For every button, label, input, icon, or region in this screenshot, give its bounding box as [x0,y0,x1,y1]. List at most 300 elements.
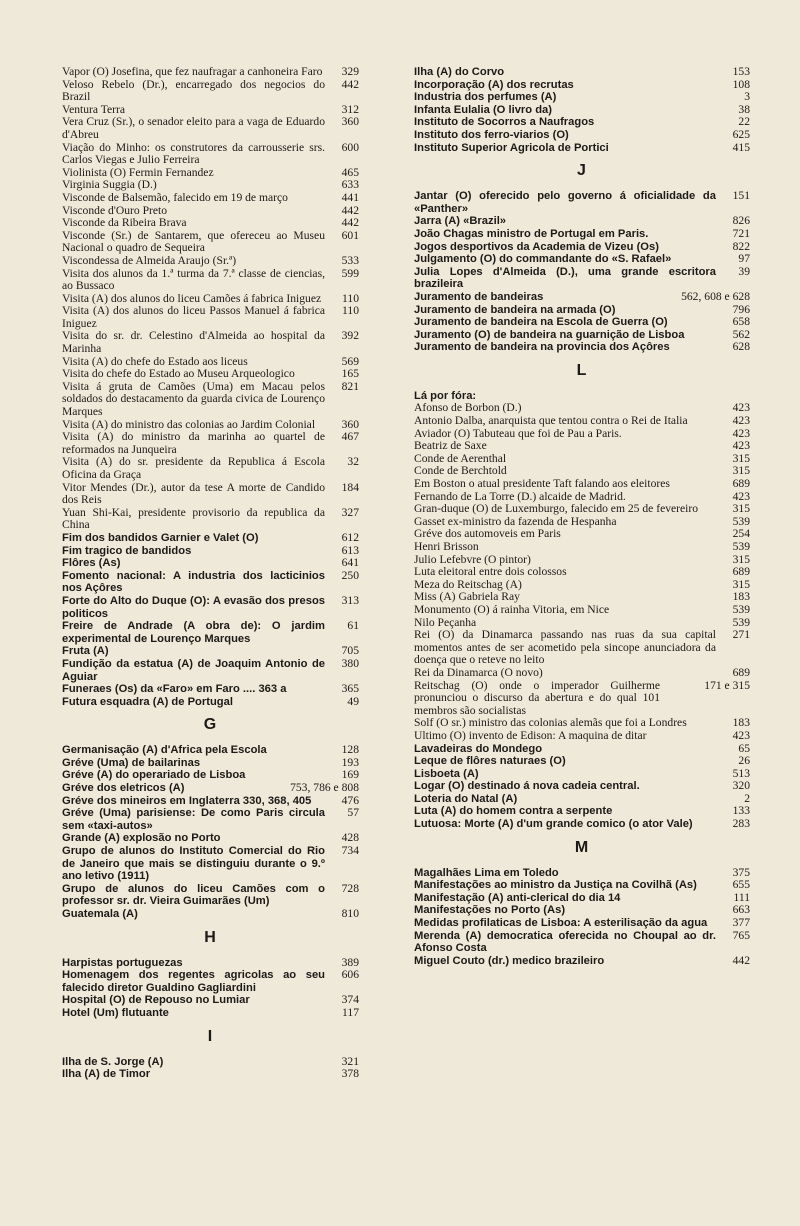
entry-title: Visita do sr. dr. Celestino d'Almeida ao hospital da Marinha [62,329,325,356]
entry-page: 539 [732,514,750,528]
entry-page: 442 [341,203,359,217]
entry-title: Homenagem dos regentes agricolas ao seu falecido diretor Gualdino Gagliardini [62,969,325,994]
entry-page: 641 [341,556,359,570]
entry-title: Solf (O sr.) ministro das colonias alemãs que foi a Londres [414,716,687,730]
section-letter: M [574,838,590,856]
entry-title: Lavadeiras do Mondego [414,742,543,755]
index-entry [62,969,359,994]
entry-title: Lutuosa: Morte (A) d'um grande comico (o ator Vale) [414,818,693,831]
entry-title: Julia Lopes d'Almeida (D.), uma grande escritora brazileira [414,265,716,291]
entry-title: Logar (O) destinado á nova cadeia central. [414,780,640,793]
entry-title: Instituto dos ferro-viarios (O) [414,128,569,141]
entry-title: João Chagas ministro de Portugal em Paris. [414,227,649,240]
entry-page: 3 [744,90,750,104]
entry-page: 606 [341,968,359,982]
entry-title: Vitor Mendes (Dr.), autor da tese A morte de Candido dos Reis [62,480,325,507]
entry-title: Juramento de bandeira na provincia dos Açôres [414,341,670,354]
entry-page: 375 [732,865,750,879]
entry-page: 374 [341,993,359,1007]
entry-title: Ilha (A) de Timor [62,1068,151,1081]
entry-page: 423 [732,728,750,742]
index-entry [62,757,359,770]
index-entry [62,305,359,330]
entry-title: Manifestação (A) anti-clerical do dia 14 [414,891,621,904]
entry-title: Juramento de bandeira na Escola de Guerra (O) [414,316,668,329]
entry-page: 151 [732,189,750,203]
index-entry [62,368,359,381]
index-entry [414,955,750,968]
entry-title: Ventura Terra [62,102,126,116]
entry-title: Hotel (Um) flutuante [62,1006,169,1019]
entry-page: 169 [341,768,359,782]
entry-title: Leque de flôres naturaes (O) [414,755,566,768]
entry-title: Jantar (O) oferecido pelo governo á oficialidade da «Panther» [414,190,716,215]
entry-page: 327 [341,505,359,519]
index-entry [414,743,750,756]
entry-title: Fim tragico de bandidos [62,544,192,557]
entry-page: 389 [341,955,359,969]
index-entry [62,1056,359,1069]
index-entry [414,91,750,104]
entry-title: Visita (A) dos alunos do liceu Passos Manuel á fabrica Iniguez [62,304,325,330]
section-letter: I [207,1027,214,1045]
entry-title: Fundição da estatua (A) de Joaquim Antonio de Aguiar [62,657,325,683]
entry-page: 569 [341,354,359,368]
entry-title: Harpistas portuguezas [62,956,183,969]
index-entry [62,645,359,658]
entry-page: 320 [732,779,750,793]
entry-title: Grupo de alunos do Instituto Comercial do Rio de Janeiro que mais se distinguiu durante o 9.º ano letivo (1911) [62,845,325,883]
index-entry [62,456,359,481]
index-entry [62,431,359,456]
entry-page: 600 [341,140,359,154]
entry-page: 562 [732,327,750,341]
entry-page: 562, 608 e 628 [681,289,750,303]
entry-title: Visita (A) do ministro da marinha ao quartel de reformados na Junqueira [62,430,325,456]
entry-title: Visita (A) do chefe do Estado aos liceus [62,354,248,368]
entry-page: 153 [732,65,750,78]
entry-page: 513 [732,766,750,780]
entry-title: Ilha de S. Jorge (A) [62,1055,164,1068]
entry-title: Funeraes (Os) da «Faro» em Faro .... 363 a [62,683,287,696]
index-entry [414,879,750,892]
entry-title: Antonio Dalba, anarquista que tentou contra o Rei de Italia [414,414,688,428]
left-column [62,66,359,1081]
entry-page: 796 [732,302,750,316]
entry-page: 423 [732,489,750,503]
entry-title: Aviador (O) Tabuteau que foi de Pau a Paris. [414,426,622,440]
entry-title: Grupo de alunos do liceu Camões com o professor sr. dr. Vieira Guimarães (Um) [62,882,325,908]
entry-title: Conde de Berchtold [414,464,507,478]
index-entry [414,116,750,129]
entry-page: 111 [733,890,750,904]
entry-page: 428 [341,831,359,845]
entry-title: Flôres (As) [62,557,121,570]
index-entry [62,795,359,808]
entry-page: 360 [341,115,359,129]
index-entry [62,620,359,645]
entry-title: Jogos desportivos da Academia de Vizeu (Os) [414,240,659,253]
index-entry [414,730,750,743]
entry-title: Henri Brisson [414,540,479,553]
entry-title: Lá por fóra: [414,389,477,402]
entry-page: 65 [738,741,750,755]
entry-page: 442 [341,77,359,91]
entry-page: 721 [732,226,750,240]
index-entry [414,768,750,781]
entry-page: 133 [732,804,750,818]
entry-title: Rei da Dinamarca (O novo) [414,665,543,679]
entry-title: Luta (A) do homem contra a serpente [414,805,613,818]
entry-title: Vapor (O) Josefina, que fez naufragar a canhoneira Faro [62,65,323,78]
entry-page: 613 [341,543,359,557]
entry-title: Instituto Superior Agricola de Portici [414,141,609,154]
entry-page: 315 [732,502,750,516]
entry-title: Afonso de Borbon (D.) [414,401,522,415]
index-entry [62,595,359,620]
entry-title: Jarra (A) «Brazil» [414,215,507,228]
entry-page: 689 [732,565,750,579]
entry-page: 380 [341,656,359,670]
entry-page: 423 [732,414,750,428]
entry-page: 655 [732,878,750,892]
entry-page: 108 [732,77,750,91]
index-entry [62,807,359,832]
entry-page: 465 [341,165,359,179]
entry-title: Visita (A) dos alunos do liceu Camões á fabrica Iniguez [62,291,322,305]
entry-title: Visita (A) do sr. presidente da Republica á Escola Oficina da Graça [62,455,325,481]
entry-title: Conde de Aerenthal [414,451,507,465]
entry-title: Industria dos perfumes (A) [414,91,557,104]
index-entry [62,845,359,883]
index-entry [62,1007,359,1020]
entry-page: 689 [732,477,750,491]
entry-title: Visconde da Ribeira Brava [62,216,187,230]
entry-title: Yuan Shi-Kai, presidente provisorio da republica da China [62,505,325,532]
entry-page: 321 [341,1054,359,1068]
index-entry [414,266,750,291]
index-entry [62,683,359,696]
entry-page: 822 [732,239,750,253]
entry-title: Juramento de bandeiras [414,290,544,303]
index-entry [414,79,750,92]
entry-page: 705 [341,644,359,658]
entry-page: 313 [341,593,359,607]
index-entry [414,228,750,241]
entry-page: 612 [341,530,359,544]
entry-title: Viscondessa de Almeida Araujo (Sr.ª) [62,253,237,267]
index-entry [414,291,750,304]
entry-page: 271 [732,628,750,642]
entry-page: 734 [341,844,359,858]
index-entry [62,255,359,268]
entry-page: 599 [341,266,359,280]
index-entry [414,780,750,793]
entry-page: 442 [341,216,359,230]
index-entry [62,696,359,709]
entry-title: Medidas profilaticas de Lisboa: A esterilisação da agua [414,917,708,930]
entry-page: 423 [732,439,750,453]
entry-title: Forte do Alto do Duque (O): A evasão dos presos politicos [62,594,325,620]
entry-title: Miguel Couto (dr.) medico brazileiro [414,954,605,967]
entry-page: 329 [341,65,359,78]
entry-title: Lisboeta (A) [414,767,479,780]
index-entry [62,230,359,255]
entry-title: Visita (A) do ministro das colonias ao Jardim Colonial [62,417,316,431]
right-column [414,66,750,967]
index-entry [414,566,750,579]
index-entry [414,215,750,228]
index-entry [62,883,359,908]
entry-page: 254 [732,527,750,541]
entry-page: 117 [342,1005,359,1019]
index-entry [62,570,359,595]
index-entry [414,66,750,79]
entry-page: 539 [732,615,750,629]
entry-page: 183 [732,590,750,604]
entry-title: Merenda (A) democratica oferecida no Choupal ao dr. Afonso Costa [414,929,716,955]
entry-title: Julio Lefebvre (O pintor) [414,552,531,566]
index-entry [62,142,359,167]
index-entry [62,79,359,104]
entry-page: 315 [732,552,750,566]
entry-title: Visconde d'Ouro Preto [62,203,168,217]
entry-title: Instituto de Socorros a Naufragos [414,116,595,129]
index-entry [414,329,750,342]
index-entry [414,629,750,667]
entry-page: 171 e 315 [704,678,750,692]
entry-title: Ilha (A) do Corvo [414,66,505,78]
index-entry [62,908,359,921]
index-entry [62,532,359,545]
entry-page: 2 [744,791,750,805]
index-entry [62,381,359,419]
index-entry [414,917,750,930]
entry-page: 312 [341,102,359,116]
entry-page: 365 [341,682,359,696]
entry-page: 184 [341,480,359,494]
entry-title: Juramento de bandeira na armada (O) [414,303,616,316]
entry-page: 826 [732,214,750,228]
entry-title: Veloso Rebelo (Dr.), encarregado dos negocios do Brazil [62,77,325,104]
entry-title: Viação do Minho: os construtores da carrousserie srs. Carlos Viegas e Julio Ferreira [62,140,325,167]
index-entry [414,190,750,215]
entry-page: 183 [732,716,750,730]
entry-page: 533 [341,253,359,267]
index-entry [62,116,359,141]
index-entry [414,129,750,142]
entry-title: Freire de Andrade (A obra de): O jardim experimental de Lourenço Marques [62,620,325,645]
index-entry [414,341,750,354]
entry-page: 821 [341,379,359,393]
entry-title: Ultimo (O) invento de Edison: A maquina de ditar [414,728,647,742]
index-entry [414,604,750,617]
index-entry [62,482,359,507]
entry-title: Hospital (O) de Repouso no Lumiar [62,994,250,1007]
entry-page: 165 [341,367,359,381]
entry-page: 110 [342,291,359,305]
entry-title: Gasset ex-ministro da fazenda de Hespanha [414,514,617,528]
index-entry [414,415,750,428]
index-entry [62,658,359,683]
entry-page: 38 [738,102,750,116]
index-entry [62,217,359,230]
entry-page: 193 [341,755,359,769]
entry-page: 442 [732,953,750,967]
entry-title: Visconde (Sr.) de Santarem, que ofereceu ao Museu Nacional o quadro de Sequeira [62,228,325,255]
index-entry [62,66,359,79]
entry-title: Infanta Eulalia (O livro da) [414,103,553,116]
entry-page: 539 [732,602,750,616]
entry-title: Vera Cruz (Sr.), o senador eleito para a vaga de Eduardo d'Abreu [62,115,325,141]
entry-page: 441 [341,190,359,204]
index-entry [414,818,750,831]
entry-title: Em Boston o atual presidente Taft falando aos eleitores [414,477,670,491]
entry-title: Gréve dos eletricos (A) [62,782,185,795]
entry-title: Manifestações ao ministro da Justiça na Covilhã (As) [414,879,697,892]
entry-title: Guatemala (A) [62,908,138,920]
entry-page: 423 [732,401,750,415]
entry-page: 689 [732,665,750,679]
index-entry [414,478,750,491]
entry-title: Gréve dos mineiros em Inglaterra 330, 368, 405 [62,794,312,807]
entry-page: 476 [341,793,359,807]
index-entry [414,805,750,818]
entry-title: Incorporação (A) dos recrutas [414,78,574,91]
index-entry [414,867,750,880]
entry-title: Visconde de Balsemão, falecido em 19 de março [62,190,288,204]
entry-title: Luta eleitoral entre dois colossos [414,565,567,579]
entry-page: 39 [738,264,750,278]
entry-page: 753, 786 e 808 [290,781,359,795]
entry-title: Fruta (A) [62,645,109,658]
index-entry [414,503,750,516]
index-entry [414,440,750,453]
index-entry [62,268,359,293]
entry-page: 378 [341,1067,359,1081]
entry-title: Monumento (O) á rainha Vitoria, em Nice [414,602,610,616]
index-entry [62,744,359,757]
entry-title: Visita á gruta de Camões (Uma) em Macau pelos soldados do destacamento da guarda civica de Lourenço Marques [62,379,325,419]
section-letter: L [576,361,588,379]
index-entry [414,793,750,806]
index-entry [414,241,750,254]
index-entry [62,192,359,205]
entry-page: 663 [732,903,750,917]
entry-page: 97 [738,252,750,266]
section-letter: J [577,162,587,180]
entry-page: 61 [347,619,359,633]
entry-title: Manifestações no Porto (As) [414,904,566,917]
entry-title: Violinista (O) Fermin Fernandez [62,165,214,179]
index-entry [414,253,750,266]
entry-title: Germanisação (A) d'Africa pela Escola [62,744,267,757]
entry-page: 315 [732,451,750,465]
entry-page: 360 [341,417,359,431]
entry-title: Gréve (Uma) parisiense: De como Paris circula sem «taxi-autos» [62,807,325,832]
entry-page: 539 [732,540,750,553]
entry-title: Magalhães Lima em Toledo [414,866,559,879]
index-entry [62,994,359,1007]
entry-title: Visita dos alunos da 1.ª turma da 7.ª classe de ciencias, ao Bussaco [62,266,325,293]
entry-page: 283 [732,817,750,831]
entry-page: 658 [732,315,750,329]
index-entry [414,904,750,917]
entry-page: 110 [342,304,359,318]
entry-title: Beatriz de Saxe [414,439,487,453]
entry-page: 810 [341,907,359,920]
entry-page: 315 [732,464,750,478]
index-entry [414,930,750,955]
entry-page: 633 [341,178,359,192]
index-entry [414,892,750,905]
index-entry [414,541,750,554]
entry-title: Loteria do Natal (A) [414,792,518,805]
index-entry [414,104,750,117]
section-letter: H [204,928,217,946]
entry-title: Fim dos bandidos Garnier e Valet (O) [62,531,259,544]
entry-title: Futura esquadra (A) de Portugal [62,695,233,708]
index-entry [62,330,359,355]
entry-title: Fomento nacional: A industria dos lacticinios nos Açôres [62,569,325,595]
index-entry [62,957,359,970]
index-entry [414,667,750,680]
entry-page: 250 [341,568,359,582]
index-entry [62,1068,359,1081]
index-entry [414,316,750,329]
entry-title: Gréve dos automoveis em Paris [414,527,561,541]
entry-title: Virginia Suggia (D.) [62,178,157,192]
entry-page: 628 [732,340,750,354]
entry-page: 415 [732,140,750,154]
entry-title: Gran-duque (O) de Luxemburgo, falecido em 25 de fevereiro [414,502,699,516]
entry-page: 728 [341,881,359,895]
entry-page: 32 [347,455,359,469]
entry-page: 601 [341,228,359,242]
index-entry [414,680,750,718]
entry-page: 57 [347,806,359,820]
index-entry [62,507,359,532]
entry-title: Gréve (Uma) de bailarinas [62,756,201,769]
entry-page: 467 [341,430,359,444]
entry-page: 377 [732,916,750,930]
entry-title: Gréve (A) do operariado de Lisboa [62,769,246,782]
index-entry [414,142,750,155]
entry-title: Juramento (O) de bandeira na guarnição de Lisboa [414,328,685,341]
entry-title: Fernando de La Torre (D.) alcaide de Madrid. [414,489,626,503]
entry-title: Julgamento (O) do commandante do «S. Rafael» [414,253,672,266]
index-entry [414,755,750,768]
entry-title: Visita do chefe do Estado ao Museu Arqueologico [62,367,295,381]
entry-page: 22 [738,115,750,129]
entry-page: 765 [732,928,750,942]
index-entry [62,782,359,795]
index-entry [62,557,359,570]
entry-title: Nilo Peçanha [414,615,477,629]
entry-page: 625 [732,127,750,141]
entry-title: Reitschag (O) onde o imperador Guilherme pronunciou o discurso da abertura e do qual 101 membros são socialistas [414,678,660,717]
entry-title: Grande (A) explosão no Porto [62,832,221,845]
section-letter: G [203,716,218,734]
entry-page: 26 [738,754,750,768]
entry-title: Meza do Reitschag (A) [414,577,522,591]
index-entry [414,304,750,317]
entry-page: 128 [341,743,359,757]
entry-title: Miss (A) Gabriela Ray [414,590,520,604]
index-entry [62,832,359,845]
index-entry [62,545,359,558]
entry-title: Rei (O) da Dinamarca passando nas ruas da sua capital momentos antes de ser acometido pela sincope anunciadora da doença que o reteve no leito [414,628,716,667]
